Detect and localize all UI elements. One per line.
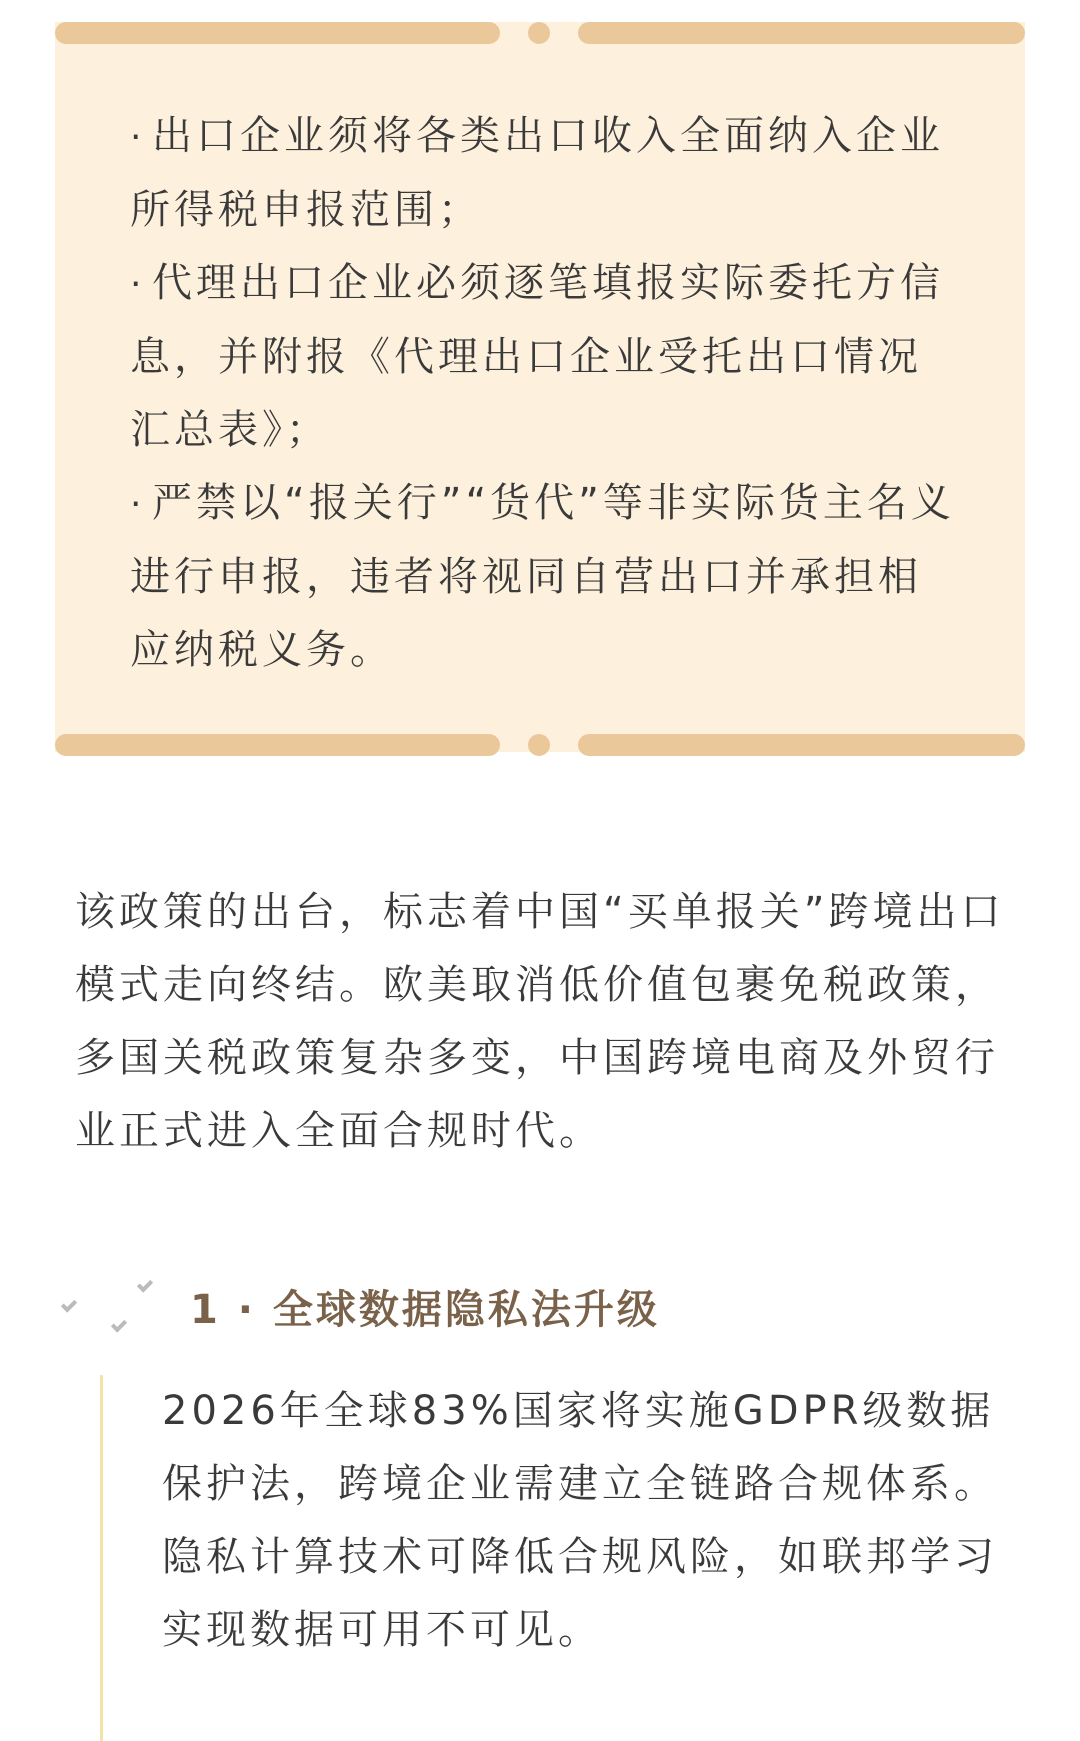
- bullet-dot: ·: [130, 484, 146, 525]
- bullet-dot: ·: [130, 264, 146, 305]
- notice-bottom-border-dot: [528, 734, 550, 756]
- notice-item: [130, 100, 960, 247]
- tick-mark-icon: [137, 1276, 153, 1292]
- section-body: 2026年全球83%国家将实施GDPR级数据保护法，跨境企业需建立全链路合规体系。隐私计算技术可降低合规风险，如联邦学习实现数据可用不可见。: [162, 1388, 998, 1653]
- notice-list: [130, 100, 960, 687]
- notice-bottom-border-left: [55, 734, 500, 756]
- section-title: 1 · 全球数据隐私法升级: [190, 1287, 660, 1333]
- notice-item-text: 出口企业须将各类出口收入全面纳入企业所得税申报范围；: [130, 113, 944, 233]
- tick-mark-icon: [61, 1296, 77, 1312]
- notice-bottom-border-right: [578, 734, 1025, 756]
- notice-item: [130, 467, 960, 687]
- notice-item: [130, 247, 960, 467]
- notice-top-border-right: [578, 22, 1025, 44]
- notice-item-text: 代理出口企业必须逐笔填报实际委托方信息，并附报《代理出口企业受托出口情况汇总表》；: [130, 260, 944, 453]
- bullet-dot: ·: [130, 117, 146, 158]
- notice-top-border-left: [55, 22, 500, 44]
- notice-item-text: 严禁以“报关行”“货代”等非实际货主名义进行申报，违者将视同自营出口并承担相应纳税义务。: [130, 480, 955, 673]
- tick-mark-icon: [111, 1316, 127, 1332]
- notice-top-border-dot: [528, 22, 550, 44]
- body-paragraph: 该政策的出台，标志着中国“买单报关”跨境出口模式走向终结。欧美取消低价值包裹免税政策，多国关税政策复杂多变，中国跨境电商及外贸行业正式进入全面合规时代。: [75, 889, 1005, 1154]
- section-left-rule: [100, 1375, 103, 1741]
